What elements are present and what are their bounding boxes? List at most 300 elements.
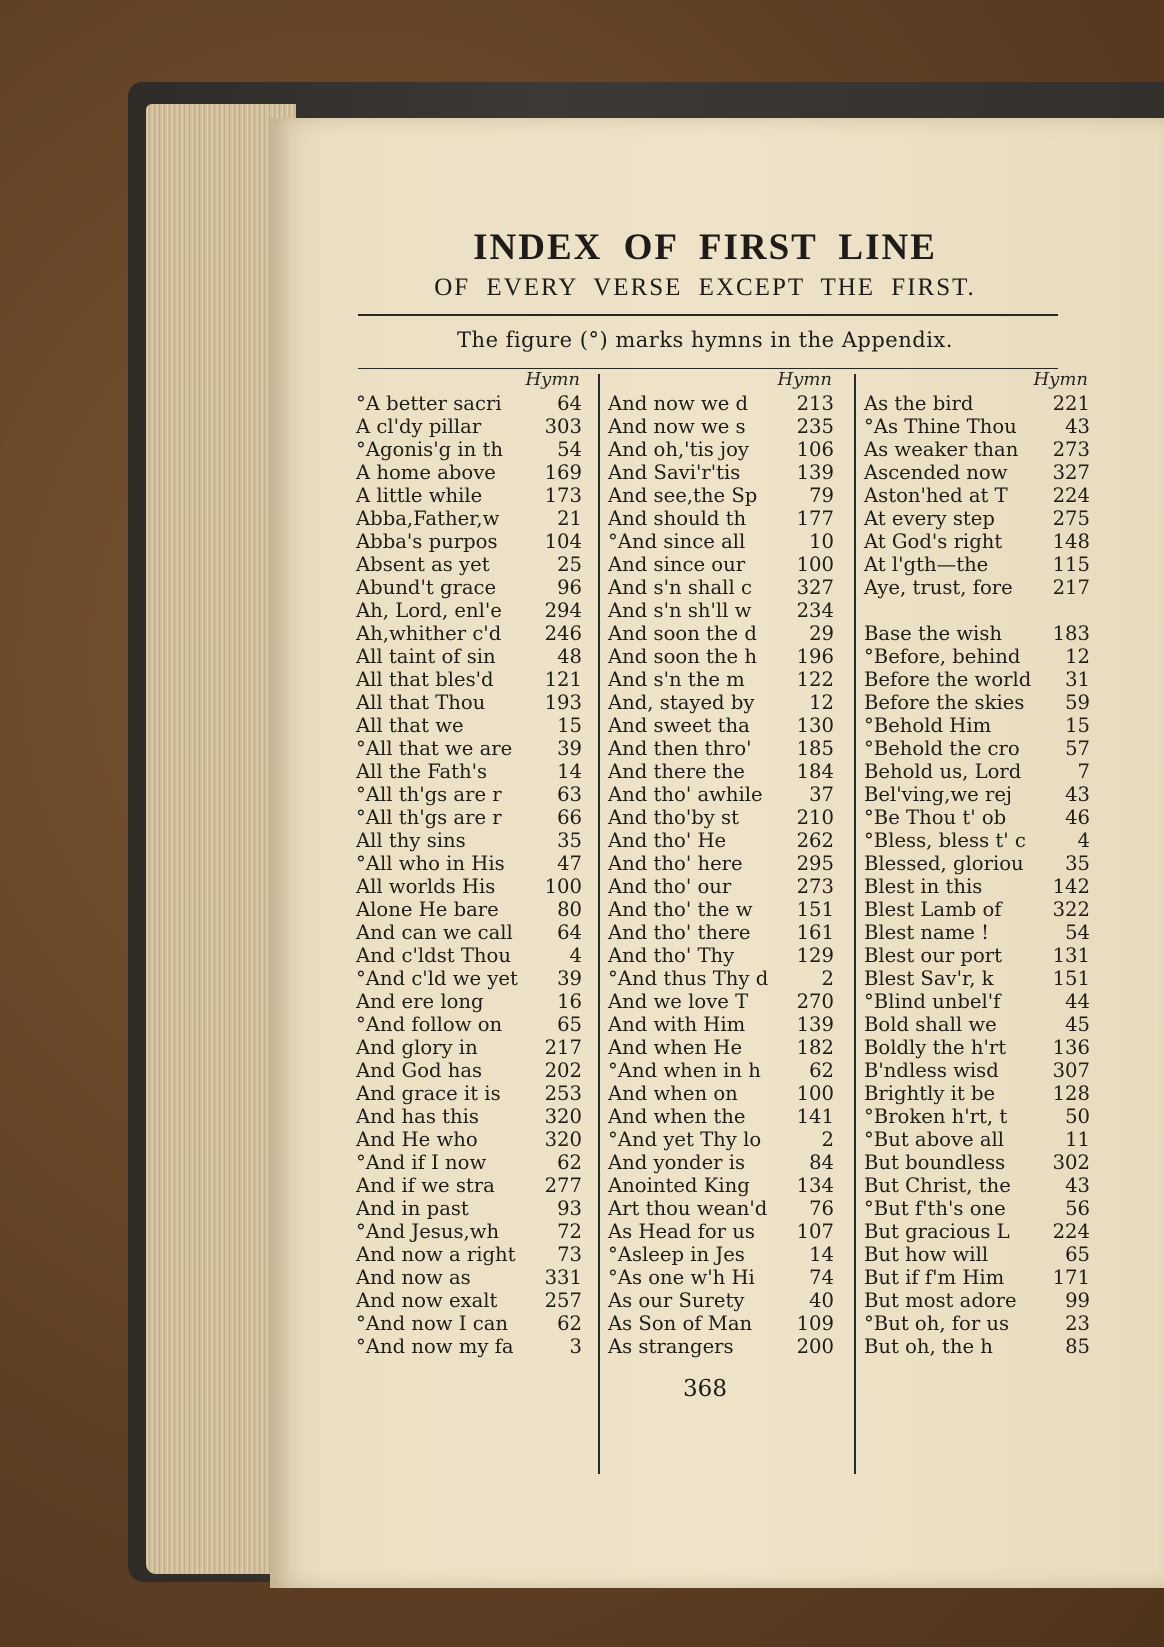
first-line-text: °Behold Him — [864, 714, 992, 737]
index-entry — [608, 852, 838, 875]
index-entry — [864, 415, 1094, 438]
hymn-number: 151 — [796, 898, 834, 921]
hymn-number: 37 — [809, 783, 834, 806]
index-entry — [864, 1151, 1094, 1174]
index-entry — [864, 507, 1094, 530]
hymn-number: 62 — [557, 1312, 582, 1335]
index-entry — [356, 1174, 586, 1197]
first-line-text: And s'n shall c — [608, 576, 752, 599]
index-entry — [608, 553, 838, 576]
hymn-number: 234 — [796, 599, 834, 622]
index-entry — [356, 875, 586, 898]
hymn-number: 40 — [809, 1289, 834, 1312]
hymn-number: 93 — [557, 1197, 582, 1220]
hymn-number: 151 — [1052, 967, 1090, 990]
index-entry — [356, 645, 586, 668]
index-entry — [356, 760, 586, 783]
first-line-text: Art thou wean'd — [608, 1197, 768, 1220]
first-line-text: A little while — [356, 484, 483, 507]
index-entry — [356, 1266, 586, 1289]
index-entry — [864, 1289, 1094, 1312]
first-line-text: Aston'hed at T — [864, 484, 1008, 507]
first-line-text: °And now I can — [356, 1312, 508, 1335]
hymn-number: 65 — [1065, 1243, 1090, 1266]
index-entry — [356, 1151, 586, 1174]
first-line-text: °And c'ld we yet — [356, 967, 518, 990]
hymn-number: 43 — [1065, 1174, 1090, 1197]
hymn-number: 100 — [544, 875, 582, 898]
index-entry — [356, 1312, 586, 1335]
first-line-text: Ascended now — [864, 461, 1008, 484]
hymn-number: 39 — [557, 737, 582, 760]
index-entry — [864, 852, 1094, 875]
hymn-number: 21 — [557, 507, 582, 530]
index-entry — [864, 921, 1094, 944]
hymn-number: 122 — [796, 668, 834, 691]
index-entry — [608, 438, 838, 461]
first-line-text: °Be Thou t' ob — [864, 806, 1007, 829]
hymn-number: 183 — [1052, 622, 1090, 645]
index-entry — [608, 415, 838, 438]
first-line-text: °All that we are — [356, 737, 513, 760]
hymn-number: 7 — [1077, 760, 1090, 783]
hymn-number: 63 — [557, 783, 582, 806]
first-line-text: And now as — [356, 1266, 471, 1289]
index-entry — [608, 760, 838, 783]
index-entry — [608, 1105, 838, 1128]
hymn-number: 62 — [557, 1151, 582, 1174]
first-line-text: And there the — [608, 760, 745, 783]
index-entry — [608, 806, 838, 829]
first-line-text: B'ndless wisd — [864, 1059, 999, 1082]
hymn-number: 74 — [809, 1266, 834, 1289]
first-line-text: Base the wish — [864, 622, 1002, 645]
hymn-number: 177 — [796, 507, 834, 530]
first-line-text: °And if I now — [356, 1151, 487, 1174]
hymn-number: 84 — [809, 1151, 834, 1174]
first-line-text: Blessed, gloriou — [864, 852, 1024, 875]
hymn-number: 31 — [1065, 668, 1090, 691]
index-entry — [356, 898, 586, 921]
hymn-number: 184 — [796, 760, 834, 783]
index-entry — [356, 392, 586, 415]
first-line-text: °As Thine Thou — [864, 415, 1017, 438]
hymn-number: 200 — [796, 1335, 834, 1358]
first-line-text: And now exalt — [356, 1289, 498, 1312]
hymn-number: 307 — [1052, 1059, 1090, 1082]
index-entry — [608, 691, 838, 714]
index-entry — [356, 530, 586, 553]
index-entry — [608, 944, 838, 967]
first-line-text: All taint of sin — [356, 645, 496, 668]
first-line-text: Boldly the h'rt — [864, 1036, 1007, 1059]
column-label: Hymn — [525, 369, 580, 390]
hymn-number: 107 — [796, 1220, 834, 1243]
hymn-number: 185 — [796, 737, 834, 760]
first-line-text: All worlds His — [356, 875, 496, 898]
first-line-text: But most adore — [864, 1289, 1017, 1312]
first-line-text: And now a right — [356, 1243, 516, 1266]
hymn-number: 121 — [544, 668, 582, 691]
index-entry — [356, 691, 586, 714]
hymn-number: 39 — [557, 967, 582, 990]
hymn-number: 320 — [544, 1128, 582, 1151]
first-line-text: And in past — [356, 1197, 469, 1220]
index-entry — [608, 599, 838, 622]
hymn-number: 4 — [1077, 829, 1090, 852]
hymn-number: 221 — [1052, 392, 1090, 415]
hymn-number: 35 — [1065, 852, 1090, 875]
index-entry — [608, 921, 838, 944]
first-line-text: All thy sins — [356, 829, 466, 852]
first-line-text: And tho' Thy — [608, 944, 735, 967]
first-line-text: Bold shall we — [864, 1013, 997, 1036]
index-entry — [864, 645, 1094, 668]
hymn-number: 35 — [557, 829, 582, 852]
hymn-number: 235 — [796, 415, 834, 438]
index-column-1 — [356, 368, 586, 1358]
hymn-number: 66 — [557, 806, 582, 829]
hymn-number: 47 — [557, 852, 582, 875]
first-line-text: At God's right — [864, 530, 1003, 553]
hymn-number: 12 — [1065, 645, 1090, 668]
index-entry — [356, 944, 586, 967]
hymn-number: 257 — [544, 1289, 582, 1312]
hymn-number: 277 — [544, 1174, 582, 1197]
column-divider — [598, 374, 600, 1474]
hymn-number: 12 — [809, 691, 834, 714]
hymn-number: 294 — [544, 599, 582, 622]
hymn-number: 15 — [557, 714, 582, 737]
first-line-text: °But oh, for us — [864, 1312, 1010, 1335]
first-line-text: Blest name ! — [864, 921, 989, 944]
hymn-number: 43 — [1065, 783, 1090, 806]
index-entry — [608, 1013, 838, 1036]
hymn-number: 196 — [796, 645, 834, 668]
index-entry — [864, 898, 1094, 921]
hymn-number: 139 — [796, 461, 834, 484]
index-entry — [608, 990, 838, 1013]
first-line-text: And when He — [608, 1036, 743, 1059]
hymn-number: 327 — [796, 576, 834, 599]
first-line-text: But Christ, the — [864, 1174, 1011, 1197]
first-line-text: °All th'gs are r — [356, 783, 502, 806]
index-entry — [864, 484, 1094, 507]
first-line-text: As weaker than — [864, 438, 1019, 461]
hymn-number: 270 — [796, 990, 834, 1013]
first-line-text: Abba's purpos — [356, 530, 498, 553]
hymn-number: 109 — [796, 1312, 834, 1335]
hymn-number: 322 — [1052, 898, 1090, 921]
first-line-text: And tho' our — [608, 875, 732, 898]
hymn-number: 213 — [796, 392, 834, 415]
column-label: Hymn — [1033, 369, 1088, 390]
hymn-number: 96 — [557, 576, 582, 599]
first-line-text: And tho' awhile — [608, 783, 763, 806]
hymn-number: 11 — [1065, 1128, 1090, 1151]
hymn-number: 3 — [569, 1335, 582, 1358]
first-line-text: °All who in His — [356, 852, 505, 875]
index-entry — [608, 668, 838, 691]
first-line-text: And when on — [608, 1082, 738, 1105]
index-entry — [864, 1105, 1094, 1128]
hymn-number: 56 — [1065, 1197, 1090, 1220]
index-entry — [864, 967, 1094, 990]
index-entry — [356, 1105, 586, 1128]
index-entry — [608, 1151, 838, 1174]
index-entry — [356, 967, 586, 990]
hymn-number: 136 — [1052, 1036, 1090, 1059]
index-entry — [608, 1128, 838, 1151]
first-line-text: °And follow on — [356, 1013, 503, 1036]
index-entry — [864, 530, 1094, 553]
hymn-number: 202 — [544, 1059, 582, 1082]
first-line-text: And if we stra — [356, 1174, 495, 1197]
column-divider — [854, 374, 856, 1474]
hymn-number: 128 — [1052, 1082, 1090, 1105]
hymn-number: 217 — [544, 1036, 582, 1059]
first-line-text: And Savi'r'tis — [608, 461, 741, 484]
first-line-text: All that Thou — [356, 691, 486, 714]
first-line-text: And grace it is — [356, 1082, 501, 1105]
hymn-number: 80 — [557, 898, 582, 921]
index-entry — [864, 944, 1094, 967]
index-entry — [356, 1128, 586, 1151]
index-entry — [356, 576, 586, 599]
first-line-text: And then thro' — [608, 737, 752, 760]
index-entry — [608, 898, 838, 921]
index-entry — [608, 484, 838, 507]
hymn-number: 54 — [1065, 921, 1090, 944]
index-entry — [356, 668, 586, 691]
hymn-number: 134 — [796, 1174, 834, 1197]
index-entry — [864, 461, 1094, 484]
first-line-text: Blest our port — [864, 944, 1003, 967]
index-entry — [608, 829, 838, 852]
first-line-text: And now we d — [608, 392, 749, 415]
index-entry — [356, 1335, 586, 1358]
first-line-text: And when the — [608, 1105, 746, 1128]
first-line-text: And see,the Sp — [608, 484, 758, 507]
hymn-number: 161 — [796, 921, 834, 944]
first-line-text: Blest in this — [864, 875, 983, 898]
hymn-number: 72 — [557, 1220, 582, 1243]
first-line-text: And sweet tha — [608, 714, 750, 737]
index-entry — [864, 1243, 1094, 1266]
index-entry — [608, 1335, 838, 1358]
appendix-note: The figure (°) marks hymns in the Appendix. — [457, 328, 953, 352]
index-entry — [864, 783, 1094, 806]
hymn-number: 327 — [1052, 461, 1090, 484]
hymn-number: 129 — [796, 944, 834, 967]
hymn-number: 173 — [544, 484, 582, 507]
index-entry — [356, 1082, 586, 1105]
first-line-text: But how will — [864, 1243, 989, 1266]
index-entry — [608, 622, 838, 645]
hymn-number: 224 — [1052, 1220, 1090, 1243]
index-entry — [608, 967, 838, 990]
first-line-text: Aye, trust, fore — [864, 576, 1013, 599]
first-line-text: And soon the h — [608, 645, 757, 668]
index-entry — [356, 415, 586, 438]
hymn-number: 50 — [1065, 1105, 1090, 1128]
first-line-text: And tho' the w — [608, 898, 753, 921]
first-line-text: Before the skies — [864, 691, 1025, 714]
hymn-number: 141 — [796, 1105, 834, 1128]
first-line-text: °Asleep in Jes — [608, 1243, 745, 1266]
first-line-text: °But f'th's one — [864, 1197, 1006, 1220]
hymn-number: 15 — [1065, 714, 1090, 737]
first-line-text: And yonder is — [608, 1151, 746, 1174]
index-entry — [864, 1266, 1094, 1289]
hymn-number: 320 — [544, 1105, 582, 1128]
first-line-text: And soon the d — [608, 622, 757, 645]
title-rule — [358, 314, 1058, 316]
hymn-number: 275 — [1052, 507, 1090, 530]
index-column-3 — [864, 368, 1094, 1358]
first-line-text: And tho' there — [608, 921, 751, 944]
index-entry — [864, 875, 1094, 898]
first-line-text: As the bird — [864, 392, 974, 415]
first-line-text: And ere long — [356, 990, 484, 1013]
first-line-text: °But above all — [864, 1128, 1005, 1151]
first-line-text: Bel'ving,we rej — [864, 783, 1013, 806]
hymn-number: 48 — [557, 645, 582, 668]
index-entry — [864, 829, 1094, 852]
index-page — [270, 118, 1164, 1588]
index-entry — [864, 1128, 1094, 1151]
hymn-number: 169 — [544, 461, 582, 484]
first-line-text: All the Fath's — [356, 760, 488, 783]
first-line-text: And has this — [356, 1105, 479, 1128]
column-label: Hymn — [777, 369, 832, 390]
first-line-text: °Before, behind — [864, 645, 1021, 668]
first-line-text: Abund't grace — [356, 576, 497, 599]
first-line-text: And s'n the m — [608, 668, 745, 691]
first-line-text: As our Surety — [608, 1289, 745, 1312]
index-entry — [864, 1082, 1094, 1105]
first-line-text: °Broken h'rt, t — [864, 1105, 1008, 1128]
index-entry — [356, 622, 586, 645]
first-line-text: As Head for us — [608, 1220, 755, 1243]
index-entry — [356, 599, 586, 622]
index-entry — [864, 1220, 1094, 1243]
index-entry — [608, 1243, 838, 1266]
index-entry — [608, 645, 838, 668]
first-line-text: °And since all — [608, 530, 746, 553]
first-line-text: °And when in h — [608, 1059, 761, 1082]
first-line-text: A cl'dy pillar — [356, 415, 482, 438]
first-line-text: At every step — [864, 507, 995, 530]
first-line-text: °A better sacri — [356, 392, 502, 415]
first-line-text: Anointed King — [608, 1174, 750, 1197]
hymn-number: 2 — [821, 1128, 834, 1151]
index-entry — [356, 1036, 586, 1059]
index-entry — [356, 438, 586, 461]
hymn-number: 76 — [809, 1197, 834, 1220]
hymn-number: 193 — [544, 691, 582, 714]
index-entry — [864, 576, 1094, 599]
index-entry — [608, 1220, 838, 1243]
index-entry — [864, 668, 1094, 691]
page-subtitle: OF EVERY VERSE EXCEPT THE FIRST. — [434, 274, 976, 301]
index-column-2 — [608, 368, 838, 1358]
index-entry — [356, 1289, 586, 1312]
first-line-text: And since our — [608, 553, 746, 576]
hymn-number: 100 — [796, 553, 834, 576]
index-entry — [864, 553, 1094, 576]
page-number: 368 — [683, 1376, 727, 1402]
hymn-number: 139 — [796, 1013, 834, 1036]
hymn-number: 10 — [809, 530, 834, 553]
index-entry — [356, 1197, 586, 1220]
index-entry — [608, 737, 838, 760]
first-line-text: Abba,Father,w — [356, 507, 500, 530]
first-line-text: Behold us, Lord — [864, 760, 1022, 783]
index-entry — [864, 990, 1094, 1013]
index-entry — [864, 691, 1094, 714]
index-entry — [356, 1243, 586, 1266]
index-entry — [864, 1197, 1094, 1220]
first-line-text: As Son of Man — [608, 1312, 753, 1335]
hymn-number: 99 — [1065, 1289, 1090, 1312]
first-line-text: And now we s — [608, 415, 746, 438]
first-line-text: But oh, the h — [864, 1335, 993, 1358]
index-entry — [608, 714, 838, 737]
index-entry — [608, 530, 838, 553]
first-line-text: And, stayed by — [608, 691, 755, 714]
first-line-text: °Agonis'g in th — [356, 438, 503, 461]
hymn-number: 106 — [796, 438, 834, 461]
first-line-text: At l'gth—the — [864, 553, 989, 576]
hymn-number: 14 — [809, 1243, 834, 1266]
hymn-number: 14 — [557, 760, 582, 783]
index-entry — [608, 1266, 838, 1289]
index-entry — [356, 714, 586, 737]
first-line-text: And oh,'tis joy — [608, 438, 749, 461]
hymn-number: 115 — [1052, 553, 1090, 576]
hymn-number: 65 — [557, 1013, 582, 1036]
hymn-number: 217 — [1052, 576, 1090, 599]
index-entry — [608, 576, 838, 599]
index-entry — [356, 1013, 586, 1036]
index-entry — [864, 392, 1094, 415]
index-entry — [356, 553, 586, 576]
index-entry — [608, 1174, 838, 1197]
first-line-text: As strangers — [608, 1335, 734, 1358]
hymn-number: 331 — [544, 1266, 582, 1289]
first-line-text: A home above — [356, 461, 496, 484]
first-line-text: °As one w'h Hi — [608, 1266, 755, 1289]
hymn-number: 64 — [557, 921, 582, 944]
first-line-text: Absent as yet — [356, 553, 490, 576]
index-entry — [864, 1174, 1094, 1197]
index-entry — [356, 461, 586, 484]
index-entry — [608, 875, 838, 898]
section-gap — [864, 599, 1094, 622]
hymn-number: 79 — [809, 484, 834, 507]
hymn-number: 148 — [1052, 530, 1090, 553]
page-title: INDEX OF FIRST LINE — [473, 227, 937, 268]
hymn-number: 210 — [796, 806, 834, 829]
first-line-text: All that we — [356, 714, 464, 737]
first-line-text: Ah, Lord, enl'e — [356, 599, 502, 622]
hymn-number: 253 — [544, 1082, 582, 1105]
index-entry — [608, 392, 838, 415]
index-entry — [864, 438, 1094, 461]
index-entry — [608, 1059, 838, 1082]
index-entry — [356, 783, 586, 806]
